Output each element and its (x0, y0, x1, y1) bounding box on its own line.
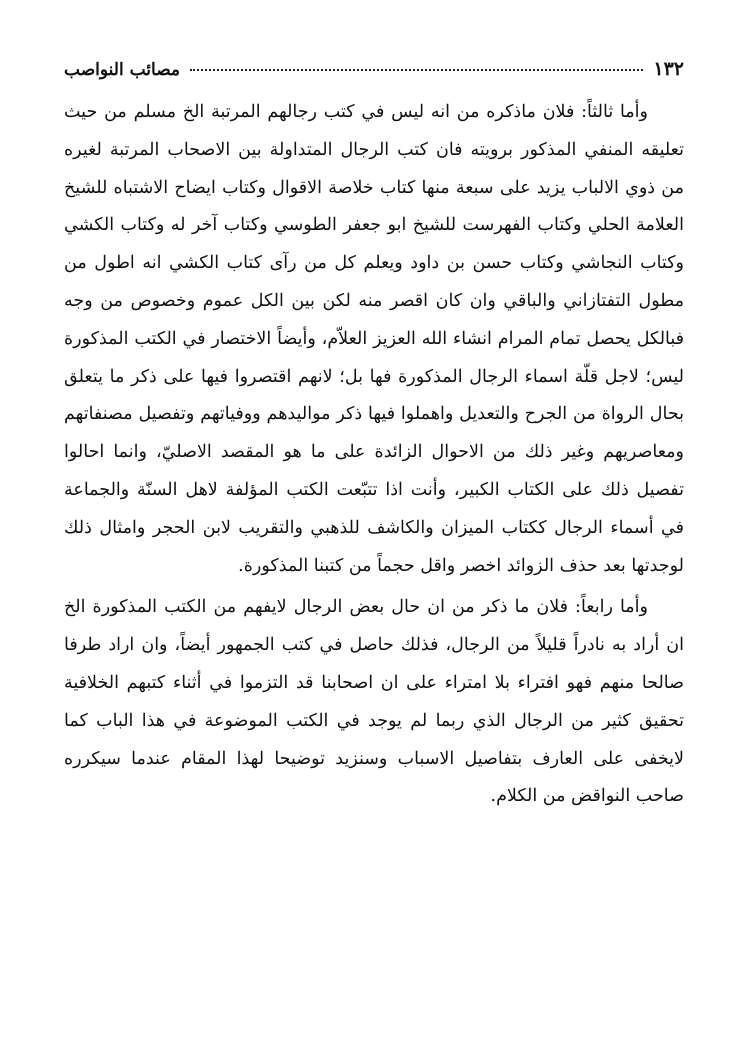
page-number: ١٣٢ (653, 58, 684, 80)
book-title: مصائب النواصب (64, 60, 181, 80)
paragraph-third-point: وأما ثالثاً: فلان ماذكره من انه ليس في كتب رجالهم المرتبة الخ مسلم من حيث تعليقه المنفي المذكور برويته فان كتب الرجال المتداولة بين الاصحاب المرتبة لغيره من ذوي الالباب يزيد على سبعة منها كتاب خلاصة الاقوال وكتاب ايضاح الاشتباه للشيخ العلامة الحلي وكتاب الفهرست للشيخ ابو جعفر الطوسي وكتاب آخر له وكتاب الكشي وكتاب النجاشي وكتاب حسن بن داود ويعلم كل من رآى كتاب الكشي انه اطول من مطول التفتازاني والباقي وان كان اقصر منه لكن بين الكل عموم وخصوص من وجه فبالكل يحصل تمام المرام انشاء الله العزيز العلاّم، وأيضاً الاختصار في الكتب المذكورة ليس؛ لاجل قلّة اسماء الرجال المذكورة فها بل؛ لانهم اقتصروا فيها على ذكر ما يتعلق بحال الرواة من الجرح والتعديل واهملوا فيها ذكر مواليدهم ووفياتهم وتفصيل مصنفاتهم ومعاصريهم وغير ذلك من الاحوال الزائدة على ما هو المقصد الاصليّ، وانما احالوا تفصيل ذلك على الكتاب الكبير، وأنت اذا تتبّعت الكتب المؤلفة لاهل السنّة والجماعة في أسماء الرجال ككتاب الميزان والكاشف للذهبي والتقريب لابن الحجر وامثال ذلك لوجدتها بعد حذف الزوائد اخصر واقل حجماً من كتبنا المذكورة. (64, 102, 684, 576)
body-text (64, 94, 684, 816)
book-page (64, 58, 684, 816)
running-header (64, 58, 684, 88)
dotted-leader (190, 69, 643, 71)
paragraph-fourth-point: وأما رابعاً: فلان ما ذكر من ان حال بعض الرجال لايفهم من الكتب المذكورة الخ ان أراد به نادراً قليلاً من الرجال، فذلك حاصل في كتب الجمهور أيضاً، وان اراد طرفا صالحا منهم فهو افتراء بلا امتراء على ان اصحابنا قد التزموا في أثناء كتبهم الخلافية تحقيق كثير من الرجال الذي ربما لم يوجد في الكتب الموضوعة في هذا الباب كما لايخفى على العارف بتفاصيل الاسباب وسنزيد توضيحا لهذا المقام عندما سيكرره صاحب النواقض من الكلام. (64, 597, 684, 807)
